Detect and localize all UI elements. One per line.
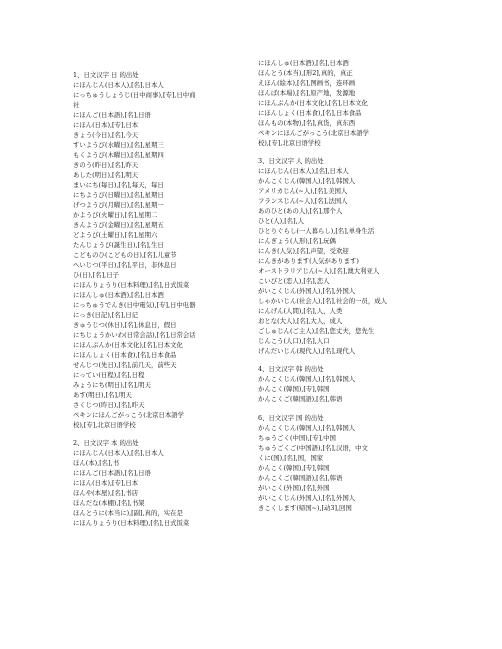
section-heading: 1、日文汉字 日 的出处 (73, 71, 139, 79)
vocab-line: きゅうじつ(休日),[名],休息日，假日 (73, 321, 177, 329)
vocab-line: にほんりょうり(日本料理),[名],日式饭菜 (73, 519, 190, 527)
vocab-line: さくじつ(昨日),[名],昨天 (73, 401, 145, 409)
vocab-line: きのう(昨日),[名],昨天 (73, 161, 139, 169)
vocab-line: にっき(日記),[名],日记 (73, 311, 139, 319)
vocab-line: せんじつ(先日),[名],前几天，前些天 (73, 361, 177, 369)
vocab-line: フランスじん(~人),[名],法国人 (258, 197, 348, 205)
vocab-line: こどものひ(こどもの日),[名],儿童节 (73, 251, 177, 259)
vocab-line: しゃかいじん(社会人),[名],社会的一员，成人 (258, 297, 388, 305)
vocab-line: にっちゅうしょうじ(日中商事),[专],日中商 (73, 91, 196, 99)
vocab-line: ひ(日),[名],日子 (73, 271, 119, 279)
vocab-line: きんようび(金曜日),[名],星期五 (73, 221, 164, 229)
vocab-line: にほんじん(日本人),[名],日本人 (258, 167, 349, 175)
vocab-line: えほん(絵本),[名],图画书，连环画 (258, 79, 356, 87)
vocab-line: げんだいじん(現代人),[名],现代人 (258, 347, 356, 355)
vocab-line: 校),[专],北京日语学校 (73, 421, 136, 429)
section-heading: 4、日文汉字 韩 的出处 (258, 365, 324, 373)
vocab-line: ほんだな(本棚),[名],书架 (73, 499, 145, 507)
vocab-line: あす(明日),[名],明天 (73, 391, 132, 399)
vocab-line: ペキンにほんごがっこう(北京日本語学 (258, 129, 370, 137)
vocab-line: にんきがあります(人気があります) (258, 257, 359, 265)
vocab-line: ほんば(本場),[名],原产地，发源地 (258, 89, 356, 97)
vocab-line: あした(明日),[名],明天 (73, 171, 139, 179)
vocab-line: きょう(今日),[名],今天 (73, 131, 139, 139)
vocab-line: くに(国),[名],国，国家 (258, 454, 324, 462)
vocab-line: にんぎょう(人形),[名],玩偶 (258, 237, 336, 245)
vocab-line: かんこく(韓国),[专],韩国 (258, 464, 330, 472)
vocab-line: ひと(人),[名],人 (258, 217, 304, 225)
vocab-line: 社 (73, 101, 80, 109)
vocab-line: ほんとうに(本当に),[副],真的，实在是 (73, 509, 183, 517)
vocab-line: アメリカじん(~人),[名],美国人 (258, 187, 348, 195)
vocab-line: ほんとう(本当),[形2],真的，真正 (258, 69, 353, 77)
vocab-line: かんこくじん(韓国人),[名],韩国人 (258, 424, 356, 432)
vocab-line: ほん(本),[名],书 (73, 459, 119, 467)
vocab-line: きこくします(帰国~),[动3],回国 (258, 504, 352, 512)
vocab-line: へいじつ(平日),[名],平日，非休息日 (73, 261, 177, 269)
section-heading: 2、日文汉字 本 的出处 (73, 439, 139, 447)
vocab-line: にほんご(日本語),[名],日语 (73, 111, 151, 119)
vocab-line: がいこく(外国),[名],外国 (258, 484, 330, 492)
vocab-line: かんこくじん(韓国人),[名],韩国人 (258, 375, 356, 383)
vocab-line: にほんしゅ(日本酒),[名],日本酒 (258, 59, 349, 67)
vocab-line: あのひと(あの人),[名],那个人 (258, 207, 343, 215)
vocab-line: おとな(大人),[名],大人，成人 (258, 317, 343, 325)
vocab-line: にってい(日程),[名],日程 (73, 371, 145, 379)
vocab-line: まいにち(毎日),[名],每天，每日 (73, 181, 164, 189)
section-heading: 6、日文汉字 国 的出处 (258, 414, 324, 422)
vocab-line: ほんや(本屋),[名],书店 (73, 489, 139, 497)
vocab-line: にほん(日本),[专],日本 (73, 121, 139, 129)
vocab-line: かようび(火曜日),[名],星期二 (73, 211, 158, 219)
vocab-line: かんこく(韓国),[专],韩国 (258, 385, 330, 393)
vocab-line: にほん(日本),[专],日本 (73, 479, 139, 487)
vocab-line: にほんぶんか(日本文化),[名],日本文化 (258, 99, 368, 107)
vocab-line: どようび(土曜日),[名],星期六 (73, 231, 158, 239)
vocab-line: オーストラリアじん(~人),[名],澳大利亚人 (258, 267, 380, 275)
vocab-line: にんげん(人間),[名],人，人类 (258, 307, 343, 315)
vocab-line: にほんじん(日本人),[名],日本人 (73, 81, 164, 89)
vocab-line: ほんもの(本物),[名],真货，真东西 (258, 119, 356, 127)
vocab-line: かんこくご(韓国語),[名],韩语 (258, 395, 343, 403)
vocab-line: かんこくご(韓国語),[名],韩语 (258, 474, 343, 482)
vocab-line: たんじょうび(誕生日),[名],生日 (73, 241, 164, 249)
vocab-line: にほんしゅ(日本酒),[名],日本酒 (73, 291, 164, 299)
vocab-line: にほんじん(日本人),[名],日本人 (73, 449, 164, 457)
vocab-line: にほんしょく(日本食),[名],日本食品 (73, 351, 177, 359)
vocab-line: にちようび(日曜日),[名],星期日 (73, 191, 164, 199)
vocab-line: ひとりぐらし(一人暮らし),[名],单身生活 (258, 227, 375, 235)
vocab-line: にほんしょく(日本食),[名],日本食品 (258, 109, 362, 117)
vocab-line: ちゅうごくご(中国語),[名],汉语，中文 (258, 444, 368, 452)
vocab-line: にほんご(日本語),[名],日语 (73, 469, 151, 477)
vocab-line: にほんぶんか(日本文化),[名],日本文化 (73, 341, 183, 349)
vocab-line: げつようび(月曜日),[名],星期一 (73, 201, 164, 209)
vocab-line: ペキンにほんごがっこう(北京日本語学 (73, 411, 185, 419)
vocab-line: がいこくじん(外国人),[名],外国人 (258, 287, 356, 295)
vocab-line: にっちゅうでんき(日中電気),[专],日中电器 (73, 301, 196, 309)
vocab-line: すいようび(水曜日),[名],星期三 (73, 141, 164, 149)
vocab-line: ちゅうごく(中国),[专],中国 (258, 434, 336, 442)
vocab-line: もくようび(木曜日),[名],星期四 (73, 151, 164, 159)
vocab-line: かんこくじん(韓国人),[名],韩国人 (258, 177, 356, 185)
vocab-line: みょうにち(明日),[名],明天 (73, 381, 151, 389)
vocab-line: にちじょうかいわ(日常会話),[名],日常会话 (73, 331, 196, 339)
vocab-line: じんこう(人口),[名],人口 (258, 337, 330, 345)
section-heading: 3、日文汉字 人 的出处 (258, 157, 324, 165)
vocab-line: 校),[专],北京日语学校 (258, 139, 321, 147)
vocab-line: にんき(人気),[名],声望，受欢迎 (258, 247, 349, 255)
vocab-line: こいびと(恋人),[名],恋人 (258, 277, 330, 285)
vocab-line: ごしゅじん(ご主人),[名],您丈夫，您先生 (258, 327, 375, 335)
vocab-line: にほんりょうり(日本料理),[名],日式饭菜 (73, 281, 190, 289)
vocab-line: がいこくじん(外国人),[名],外国人 (258, 494, 356, 502)
